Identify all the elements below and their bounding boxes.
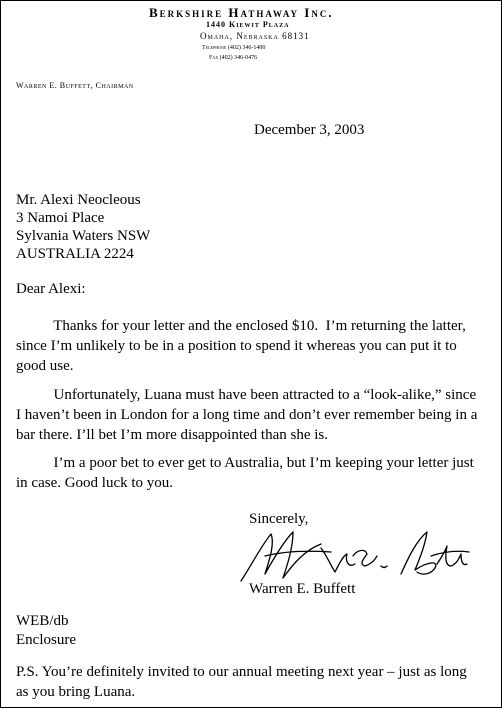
letterhead-telephone: Telephone (402) 346-1400: [202, 45, 266, 51]
letterhead-company: Berkshire Hathaway Inc.: [149, 5, 334, 20]
postscript-line: P.S. You’re definitely invited to our annual meeting next year – just as long: [16, 664, 467, 680]
letterhead-fax: Fax (402) 346-0476: [209, 55, 258, 61]
recipient-name: Mr. Alexi Neocleous: [16, 192, 141, 208]
body-paragraph: [16, 316, 486, 376]
sender-title: Warren E. Buffett, Chairman: [16, 81, 134, 90]
paragraph-line: I’m a poor bet to ever get to Australia, but I’m keeping your letter just: [16, 455, 474, 471]
salutation: Dear Alexi:: [16, 281, 86, 297]
recipient-suburb: Sylvania Waters NSW: [16, 228, 151, 244]
letterhead-address: 1440 Kiewit Plaza: [206, 20, 290, 29]
paragraph-line: Unfortunately, Luana must have been attracted to a “look-alike,” since: [16, 387, 477, 403]
closing: Sincerely,: [249, 511, 309, 527]
body-paragraph: [16, 453, 486, 493]
recipient-country: AUSTRALIA 2224: [16, 246, 134, 262]
letter-date: December 3, 2003: [254, 122, 365, 138]
paragraph-line: bar there. I’ll bet I’m more disappointed than she is.: [16, 427, 328, 443]
paragraph-line: in case. Good luck to you.: [16, 475, 174, 491]
postscript-line: as you bring Luana.: [16, 684, 136, 700]
typist-initials: WEB/db: [16, 613, 69, 629]
paragraph-line: Thanks for your letter and the enclosed $10. I’m returning the latter,: [16, 318, 466, 334]
body-paragraph: [16, 385, 486, 445]
enclosure-note: Enclosure: [16, 632, 76, 648]
paragraph-line: I haven’t been in London for a long time and don’t ever remember being in a: [16, 407, 478, 423]
paragraph-line: since I’m unlikely to be in a position to spend it whereas you can put it to: [16, 338, 457, 354]
postscript: [16, 662, 486, 702]
recipient-street: 3 Namoi Place: [16, 210, 105, 226]
letterhead-city: Omaha, Nebraska 68131: [200, 31, 310, 41]
paragraph-line: good use.: [16, 358, 74, 374]
signature-name: Warren E. Buffett: [249, 581, 356, 597]
